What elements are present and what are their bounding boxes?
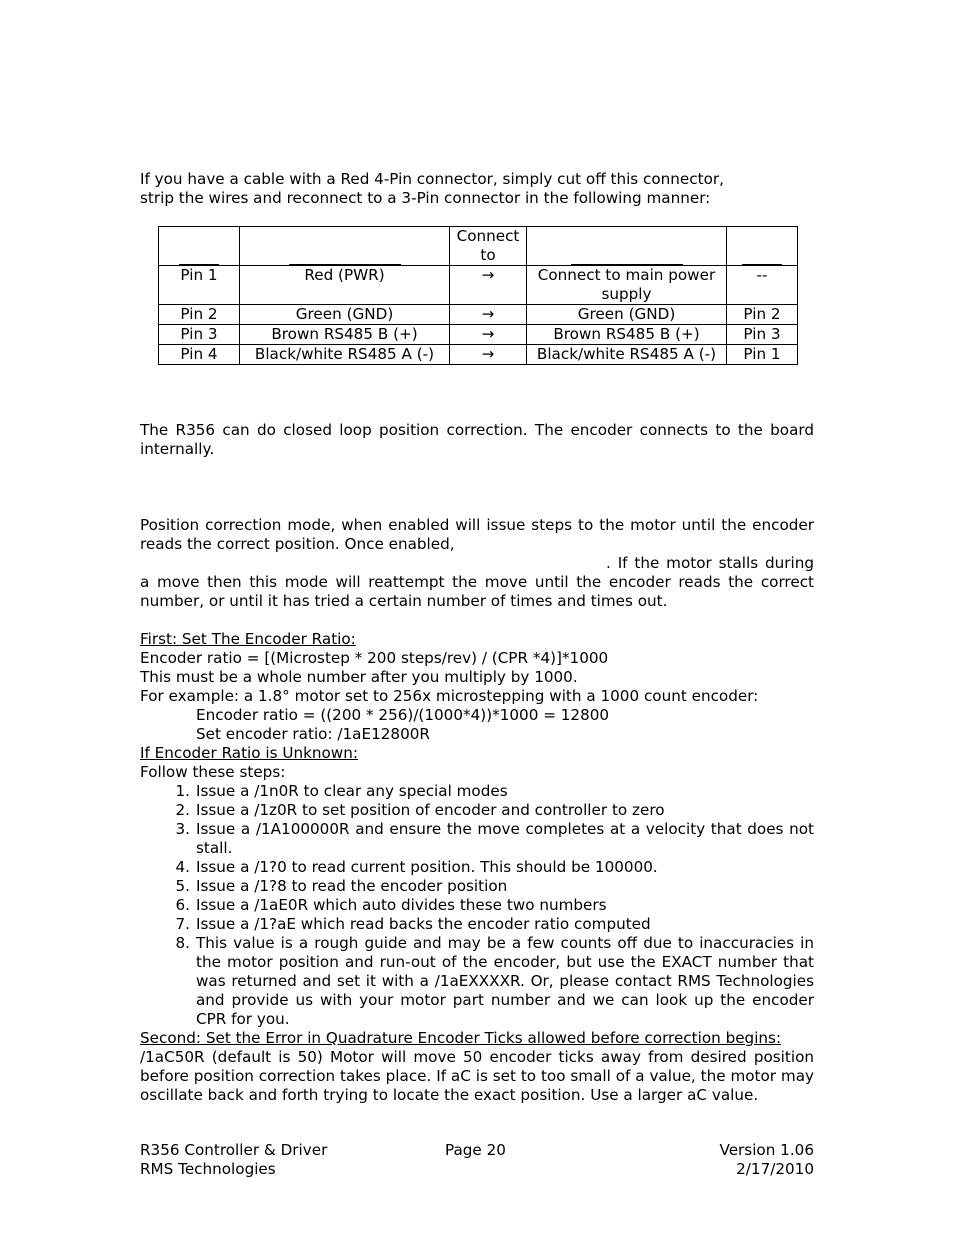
table-header-row xyxy=(159,227,798,266)
arrow-icon: → xyxy=(450,266,527,305)
list-item: 8. This value is a rough guide and may be a few counts off due to inaccuracies in the motor position and run-out of the encoder, but use the EXACT number that was returned and set it with a /1aEXXXXR. Or, please contact RMS Technologies and provide us with your motor part number and we can look up the encoder CPR for you. xyxy=(175,934,814,1028)
intro-line-1: If you have a cable with a Red 4-Pin connector, simply cut off this connector, xyxy=(140,170,724,188)
arrow-icon: → xyxy=(450,345,527,365)
table-row xyxy=(159,325,798,345)
list-item: 4. Issue a /1?0 to read current position. This should be 100000. xyxy=(175,858,658,876)
unknown-heading: If Encoder Ratio is Unknown: xyxy=(140,744,358,762)
page-number: Page 20 xyxy=(445,1141,506,1159)
pin-new: Pin 2 xyxy=(727,305,798,325)
list-item: 1. Issue a /1n0R to clear any special modes xyxy=(175,782,508,800)
page-footer xyxy=(140,1141,814,1179)
footer-date: 2/17/2010 xyxy=(736,1160,814,1178)
pin-old: Pin 3 xyxy=(159,325,240,345)
arrow-icon: → xyxy=(450,325,527,345)
pin-old: Pin 2 xyxy=(159,305,240,325)
wire-new: Black/white RS485 A (-) xyxy=(527,345,727,365)
wiring-table xyxy=(158,226,798,365)
position-paragraph xyxy=(140,516,814,611)
ratio-set: Set encoder ratio: /1aE12800R xyxy=(196,725,430,743)
list-item: 7. Issue a /1?aE which read backs the encoder ratio computed xyxy=(175,915,651,933)
header-cell xyxy=(527,227,727,266)
intro-text xyxy=(140,170,814,208)
wire-old: Black/white RS485 A (-) xyxy=(240,345,450,365)
wire-old: Brown RS485 B (+) xyxy=(240,325,450,345)
list-item: 6. Issue a /1aE0R which auto divides these two numbers xyxy=(175,896,607,914)
pin-new: -- xyxy=(727,266,798,305)
footer-company: RMS Technologies xyxy=(140,1160,276,1178)
pin-old: Pin 1 xyxy=(159,266,240,305)
pin-new: Pin 3 xyxy=(727,325,798,345)
ratio-note: This must be a whole number after you multiply by 1000. xyxy=(140,668,578,686)
position-text-1: Position correction mode, when enabled will issue steps to the motor until the encoder reads the correct position. Once enabled, xyxy=(140,516,814,553)
steps-list xyxy=(140,782,814,1029)
header-connect-to: Connect to xyxy=(450,227,527,266)
list-item: 3. Issue a /1A100000R and ensure the move completes at a velocity that does not stall. xyxy=(175,820,814,857)
footer-product: R356 Controller & Driver xyxy=(140,1141,328,1159)
ratio-formula: Encoder ratio = [(Microstep * 200 steps/rev) / (CPR *4)]*1000 xyxy=(140,649,609,667)
main-body xyxy=(140,516,814,1105)
ratio-example: For example: a 1.8° motor set to 256x microstepping with a 1000 count encoder: xyxy=(140,687,759,705)
list-item: 2. Issue a /1z0R to set position of encoder and controller to zero xyxy=(175,801,665,819)
table-row xyxy=(159,305,798,325)
pin-old: Pin 4 xyxy=(159,345,240,365)
table-row xyxy=(159,345,798,365)
footer-version: Version 1.06 xyxy=(719,1141,814,1159)
arrow-icon: → xyxy=(450,305,527,325)
second-paragraph: /1aC50R (default is 50) Motor will move 50 encoder ticks away from desired position before position correction takes place. If aC is set to too small of a value, the motor may oscillate back and forth trying to locate the exact position. Use a larger aC value. xyxy=(140,1048,814,1104)
wire-new: Green (GND) xyxy=(527,305,727,325)
wire-old: Green (GND) xyxy=(240,305,450,325)
intro-line-2: strip the wires and reconnect to a 3-Pin connector in the following manner: xyxy=(140,189,711,207)
wire-old: Red (PWR) xyxy=(240,266,450,305)
ratio-calc: Encoder ratio = ((200 * 256)/(1000*4))*1000 = 12800 xyxy=(196,706,610,724)
header-cell xyxy=(240,227,450,266)
pin-new: Pin 1 xyxy=(727,345,798,365)
second-heading: Second: Set the Error in Quadrature Encoder Ticks allowed before correction begins: xyxy=(140,1029,782,1047)
wire-new: Connect to main power supply xyxy=(527,266,727,305)
wire-new: Brown RS485 B (+) xyxy=(527,325,727,345)
follow-text: Follow these steps: xyxy=(140,763,286,781)
table-row xyxy=(159,266,798,305)
list-item: 5. Issue a /1?8 to read the encoder position xyxy=(175,877,508,895)
encoder-paragraph: The R356 can do closed loop position correction. The encoder connects to the board internally. xyxy=(140,421,814,458)
first-heading: First: Set The Encoder Ratio: xyxy=(140,630,356,648)
position-text-2: . If the motor stalls during a move then this mode will reattempt the move until the encoder reads the correct number, or until it has tried a certain number of times and times out. xyxy=(140,554,814,610)
header-cell xyxy=(727,227,798,266)
header-cell xyxy=(159,227,240,266)
